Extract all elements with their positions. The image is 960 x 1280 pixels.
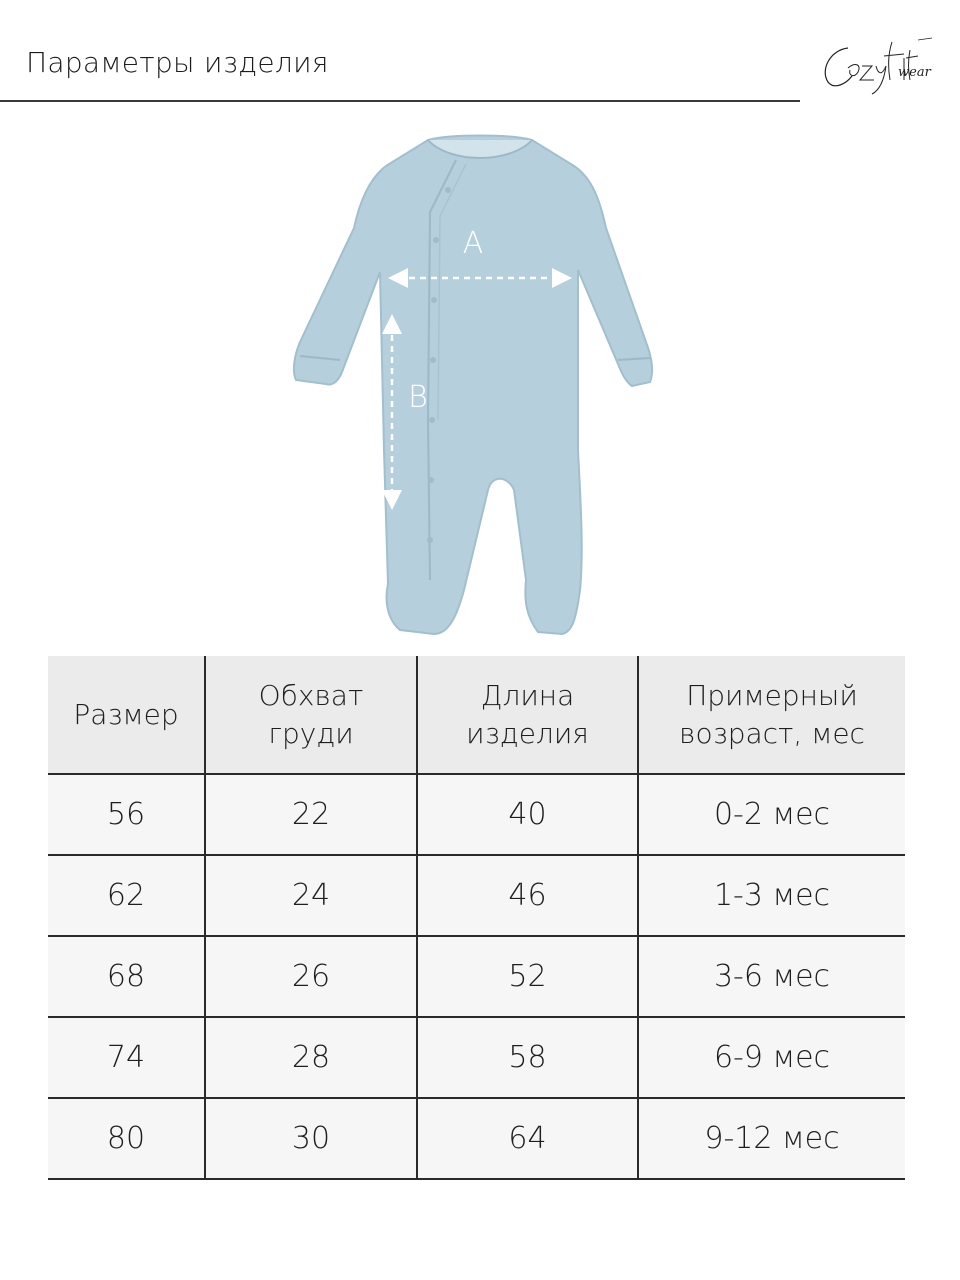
table-row [48,774,905,855]
cell-length: 58 [417,1017,638,1098]
cell-size: 56 [48,774,205,855]
table-row [48,855,905,936]
size-chart-table [48,656,905,1180]
cell-size: 68 [48,936,205,1017]
table-header-row [48,656,905,774]
cell-size: 74 [48,1017,205,1098]
marker-b: B [408,380,428,415]
marker-a: A [462,226,484,261]
table-row [48,1017,905,1098]
cell-age: 1-3 мес [638,855,905,936]
cell-chest: 24 [205,855,417,936]
cell-chest: 28 [205,1017,417,1098]
header-age: Примерный возраст, мес [638,656,905,774]
cell-age: 6-9 мес [638,1017,905,1098]
cell-length: 46 [417,855,638,936]
page-title: Параметры изделия [26,46,329,79]
cell-age: 9-12 мес [638,1098,905,1179]
cell-chest: 22 [205,774,417,855]
header-chest: Обхват груди [205,656,417,774]
title-divider [0,100,800,102]
garment-shape [294,136,652,635]
cell-chest: 30 [205,1098,417,1179]
cell-length: 64 [417,1098,638,1179]
brand-logo [818,28,942,98]
cell-size: 62 [48,855,205,936]
table-row [48,936,905,1017]
svg-text:wear: wear [898,65,931,80]
header-size: Размер [48,656,205,774]
cell-chest: 26 [205,936,417,1017]
cell-age: 0-2 мес [638,774,905,855]
cell-length: 40 [417,774,638,855]
cell-size: 80 [48,1098,205,1179]
table-row [48,1098,905,1179]
cell-length: 52 [417,936,638,1017]
cell-age: 3-6 мес [638,936,905,1017]
header-length: Длина изделия [417,656,638,774]
garment-illustration [280,120,680,640]
